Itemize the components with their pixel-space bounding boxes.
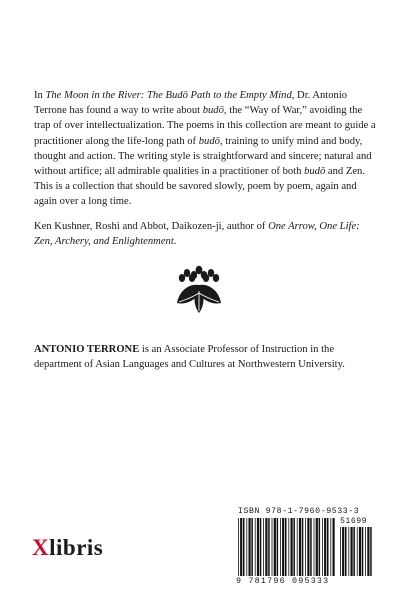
barcode-bar: [340, 527, 341, 576]
text-run: The Moon in the River: The Budō Path to the Empty Mind: [45, 90, 292, 101]
barcode-bar: [348, 527, 349, 576]
text-run: In: [34, 90, 46, 101]
barcode-bar: [297, 518, 298, 576]
barcode-bar: [255, 518, 256, 576]
barcode-bar: [265, 518, 267, 576]
barcode-bar: [251, 518, 253, 576]
barcode-bar: [357, 527, 358, 576]
text-run: , training to unify mind and body, thought and action. The writing style is straightforward and sincere; natural and without artifice; all admirable qualities in a practitioner of both: [34, 135, 372, 178]
barcode-bar: [274, 518, 276, 576]
barcode-bar: [314, 518, 315, 576]
text-run: budō: [198, 135, 220, 147]
barcode-bar: [342, 527, 344, 576]
barcode-bar: [238, 518, 239, 576]
text-run: budō: [304, 166, 326, 178]
barcode-bar: [370, 527, 372, 576]
barcode-bar: [263, 518, 264, 576]
barcode-bar: [316, 518, 318, 576]
barcode-bar: [280, 518, 281, 576]
publisher-logo-rest: libris: [49, 535, 104, 560]
barcode-bar: [333, 518, 335, 576]
barcode-bar: [322, 518, 323, 576]
barcode-bar: [353, 527, 355, 576]
barcode-bar: [282, 518, 284, 576]
barcode-bar: [293, 518, 295, 576]
barcode-block: [230, 500, 376, 588]
text-run: .: [173, 235, 177, 247]
author-bio: [34, 342, 376, 372]
author-bio-text: is an Associate Professor of Instruction in the department of Asian Languages and Cultures at Northwestern University.: [34, 344, 345, 371]
barcode-bar: [268, 518, 270, 576]
barcode-bar: [305, 518, 306, 576]
barcode-bar: [359, 527, 361, 576]
publisher-logo: [32, 535, 103, 561]
ean-barcode: [238, 518, 336, 576]
barcode-bar: [240, 518, 242, 576]
text-run: One Arrow, One Life: Zen, Archery, and Enlightenment: [34, 220, 360, 247]
barcode-bar: [345, 527, 347, 576]
barcode-bar: [307, 518, 309, 576]
text-run: , the “Way of War,” avoiding the trap of over intellectualization. The poems in this collection are meant to guide a practitioner along the life-long path of: [34, 105, 376, 147]
barcode-bar: [362, 527, 364, 576]
barcode-bar: [302, 518, 304, 576]
text-run: budō: [202, 105, 224, 117]
isbn-label: ISBN 978-1-7960-9533-3: [238, 507, 360, 516]
endorsement-blurb: [34, 88, 376, 258]
barcode-bar: [291, 518, 293, 576]
publisher-logo-x: X: [32, 535, 50, 560]
barcode-bar: [367, 527, 369, 576]
barcode-bar: [243, 518, 245, 576]
barcode-bar: [310, 518, 312, 576]
barcode-bar: [257, 518, 259, 576]
text-run: , Dr. Antonio Terrone has found a way to write about: [34, 90, 348, 117]
barcode-bar: [246, 518, 247, 576]
barcode-bar: [330, 518, 331, 576]
addon-barcode: [340, 527, 372, 576]
barcode-bar: [365, 527, 366, 576]
paulownia-crest-icon: [173, 265, 225, 317]
barcode-bar: [285, 518, 287, 576]
barcode-bar: [351, 527, 353, 576]
barcode-bar: [249, 518, 251, 576]
barcode-bar: [260, 518, 262, 576]
endorsement-credit: [34, 219, 376, 249]
author-name: ANTONIO TERRONE: [34, 344, 140, 355]
endorsement-paragraph: [34, 88, 376, 210]
barcode-bar: [299, 518, 301, 576]
price-code: 51699: [340, 517, 368, 526]
barcode-bar: [324, 518, 326, 576]
barcode-bar: [277, 518, 279, 576]
barcode-bar: [272, 518, 273, 576]
ean-digits: 9 781796 095333: [236, 576, 330, 586]
barcode-bar: [319, 518, 321, 576]
barcode-bar: [327, 518, 329, 576]
barcode-bar: [288, 518, 289, 576]
text-run: and Zen. This is a collection that should be savored slowly, poem by poem, again and again over a long time.: [34, 166, 365, 208]
text-run: Ken Kushner, Roshi and Abbot, Daikozen-ji, author of: [34, 220, 269, 232]
